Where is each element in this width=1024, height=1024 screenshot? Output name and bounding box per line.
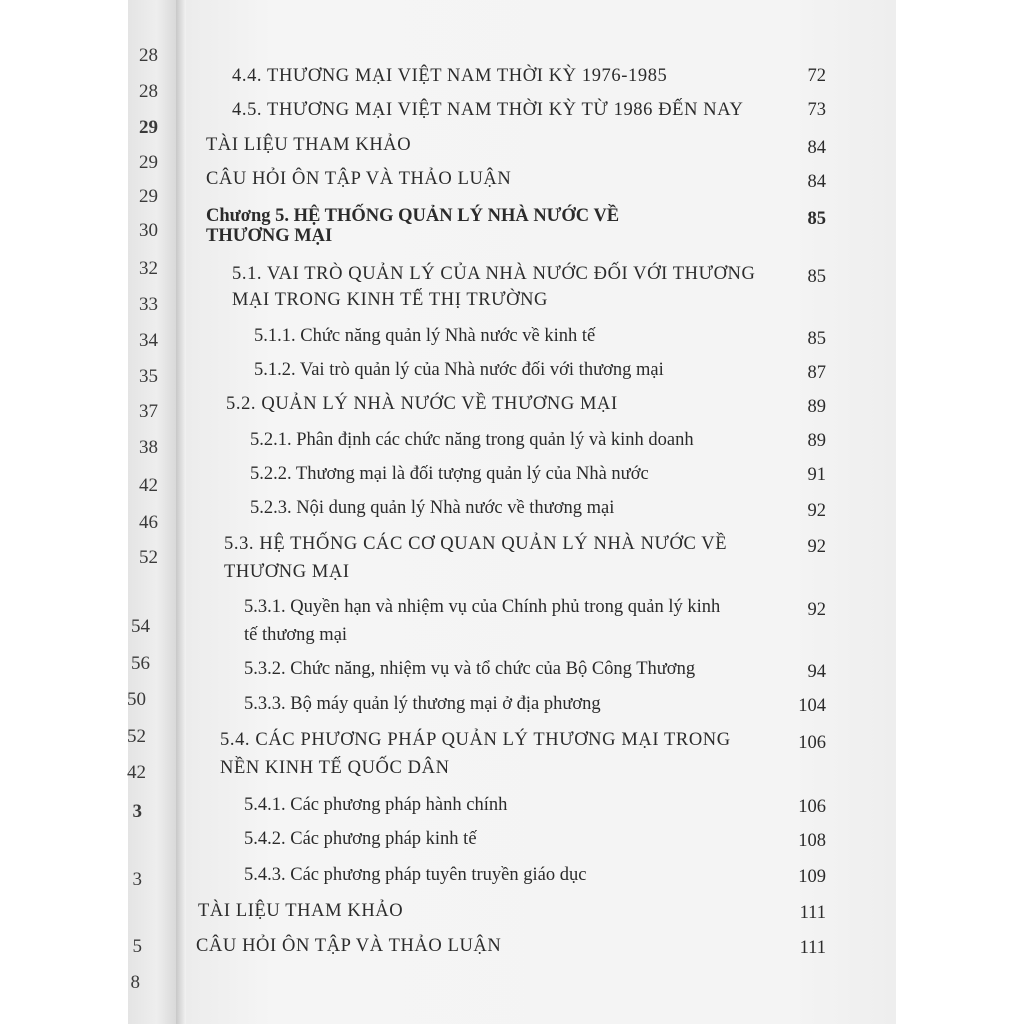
toc-entry-page: 85: [807, 209, 826, 229]
toc-entry-title: 5.4.2. Các phương pháp kinh tế: [244, 829, 477, 849]
toc-entry-page: 106: [798, 797, 826, 817]
toc-entry-title: 5.4.3. Các phương pháp tuyên truyền giáo dục: [244, 865, 587, 885]
left-page-number: 29: [139, 186, 158, 207]
left-page-number: 54: [131, 616, 150, 637]
left-page-number: 34: [139, 330, 158, 351]
left-page-number: 52: [127, 726, 146, 747]
toc-entry-page: 104: [798, 696, 826, 716]
toc-entry-title: TÀI LIỆU THAM KHẢO: [206, 135, 412, 155]
left-page-number: 28: [139, 45, 158, 66]
toc-entry-title-line2: MẠI TRONG KINH TẾ THỊ TRƯỜNG: [232, 290, 549, 310]
background: [896, 0, 1024, 1024]
toc-entry-page: 92: [807, 501, 826, 521]
toc-entry-page: 109: [798, 867, 826, 887]
toc-entry-page: 89: [807, 431, 826, 451]
left-page-number: 32: [139, 258, 158, 279]
left-page-number: 33: [139, 294, 158, 315]
toc-entry-title: 5.3. HỆ THỐNG CÁC CƠ QUAN QUẢN LÝ NHÀ NƯỚC VỀ: [224, 534, 728, 554]
left-page-number: 52: [139, 547, 158, 568]
toc-entry-title: 5.3.3. Bộ máy quản lý thương mại ở địa phương: [244, 694, 601, 714]
toc-entry-page: 73: [807, 100, 826, 120]
toc-entry-page: 108: [798, 831, 826, 851]
toc-entry-page: 111: [799, 903, 826, 923]
toc-entry-title: 5.4. CÁC PHƯƠNG PHÁP QUẢN LÝ THƯƠNG MẠI TRONG: [220, 730, 731, 750]
toc-entry-title: CÂU HỎI ÔN TẬP VÀ THẢO LUẬN: [206, 169, 512, 189]
left-page-number: 35: [139, 366, 158, 387]
book-gutter: [176, 0, 186, 1024]
toc-entry-title: 5.1.2. Vai trò quản lý của Nhà nước đối với thương mại: [254, 360, 664, 380]
left-page-number: 8: [130, 972, 140, 993]
toc-entry-page: 92: [807, 537, 826, 557]
toc-entry-title-line2: tế thương mại: [244, 625, 348, 645]
toc-entry-page: 85: [807, 267, 826, 287]
toc-chapter-title: Chương 5. HỆ THỐNG QUẢN LÝ NHÀ NƯỚC VỀ: [206, 206, 620, 226]
toc-entry-title: 4.4. THƯƠNG MẠI VIỆT NAM THỜI KỲ 1976-1985: [232, 66, 668, 86]
toc-entry-title: 5.4.1. Các phương pháp hành chính: [244, 795, 508, 815]
left-page-edge: [128, 0, 176, 1024]
toc-entry-title: 5.2.1. Phân định các chức năng trong quản lý và kinh doanh: [250, 430, 694, 450]
toc-entry-title: 5.3.1. Quyền hạn và nhiệm vụ của Chính phủ trong quản lý kinh: [244, 597, 721, 617]
left-page-number: 37: [139, 401, 158, 422]
toc-entry-page: 85: [807, 329, 826, 349]
left-page-number: 29: [139, 117, 158, 138]
toc-entry-page: 72: [807, 66, 826, 86]
toc-entry-page: 92: [807, 600, 826, 620]
toc-entry-page: 84: [807, 138, 826, 158]
toc-page: [186, 0, 896, 1024]
left-page-number: 56: [131, 653, 150, 674]
left-page-number: 29: [139, 152, 158, 173]
toc-entry-page: 94: [807, 662, 826, 682]
toc-entry-title: 5.2.3. Nội dung quản lý Nhà nước về thương mại: [250, 498, 615, 518]
left-page-number: 30: [139, 220, 158, 241]
toc-entry-page: 87: [807, 363, 826, 383]
left-page-number: 50: [127, 689, 146, 710]
left-page-number: 46: [139, 512, 158, 533]
toc-entry-title: TÀI LIỆU THAM KHẢO: [198, 901, 404, 921]
left-page-number: 38: [139, 437, 158, 458]
left-page-number: 28: [139, 81, 158, 102]
toc-entry-title-line2: NỀN KINH TẾ QUỐC DÂN: [220, 758, 450, 778]
toc-entry-title: 4.5. THƯƠNG MẠI VIỆT NAM THỜI KỲ TỪ 1986 ĐẾN NAY: [232, 100, 744, 120]
toc-entry-page: 106: [798, 733, 826, 753]
toc-entry-title: 5.2. QUẢN LÝ NHÀ NƯỚC VỀ THƯƠNG MẠI: [226, 394, 618, 414]
toc-entry-title: 5.2.2. Thương mại là đối tượng quản lý của Nhà nước: [250, 464, 649, 484]
left-page-number: 42: [127, 762, 146, 783]
toc-entry-title-line2: THƯƠNG MẠI: [224, 562, 350, 582]
toc-entry-page: 84: [807, 172, 826, 192]
toc-entry-title: CÂU HỎI ÔN TẬP VÀ THẢO LUẬN: [196, 936, 502, 956]
toc-entry-title: 5.3.2. Chức năng, nhiệm vụ và tổ chức của Bộ Công Thương: [244, 659, 696, 679]
left-page-number: 5: [132, 936, 142, 957]
left-page-number: 3: [132, 869, 142, 890]
left-page-number: 42: [139, 475, 158, 496]
toc-chapter-title-line2: THƯƠNG MẠI: [206, 226, 333, 246]
toc-entry-page: 111: [799, 938, 826, 958]
toc-entry-title: 5.1. VAI TRÒ QUẢN LÝ CỦA NHÀ NƯỚC ĐỐI VỚI THƯƠNG: [232, 264, 756, 284]
toc-entry-page: 89: [807, 397, 826, 417]
toc-entry-page: 91: [807, 465, 826, 485]
toc-entry-title: 5.1.1. Chức năng quản lý Nhà nước về kinh tế: [254, 326, 596, 346]
left-page-number: 3: [132, 801, 142, 822]
